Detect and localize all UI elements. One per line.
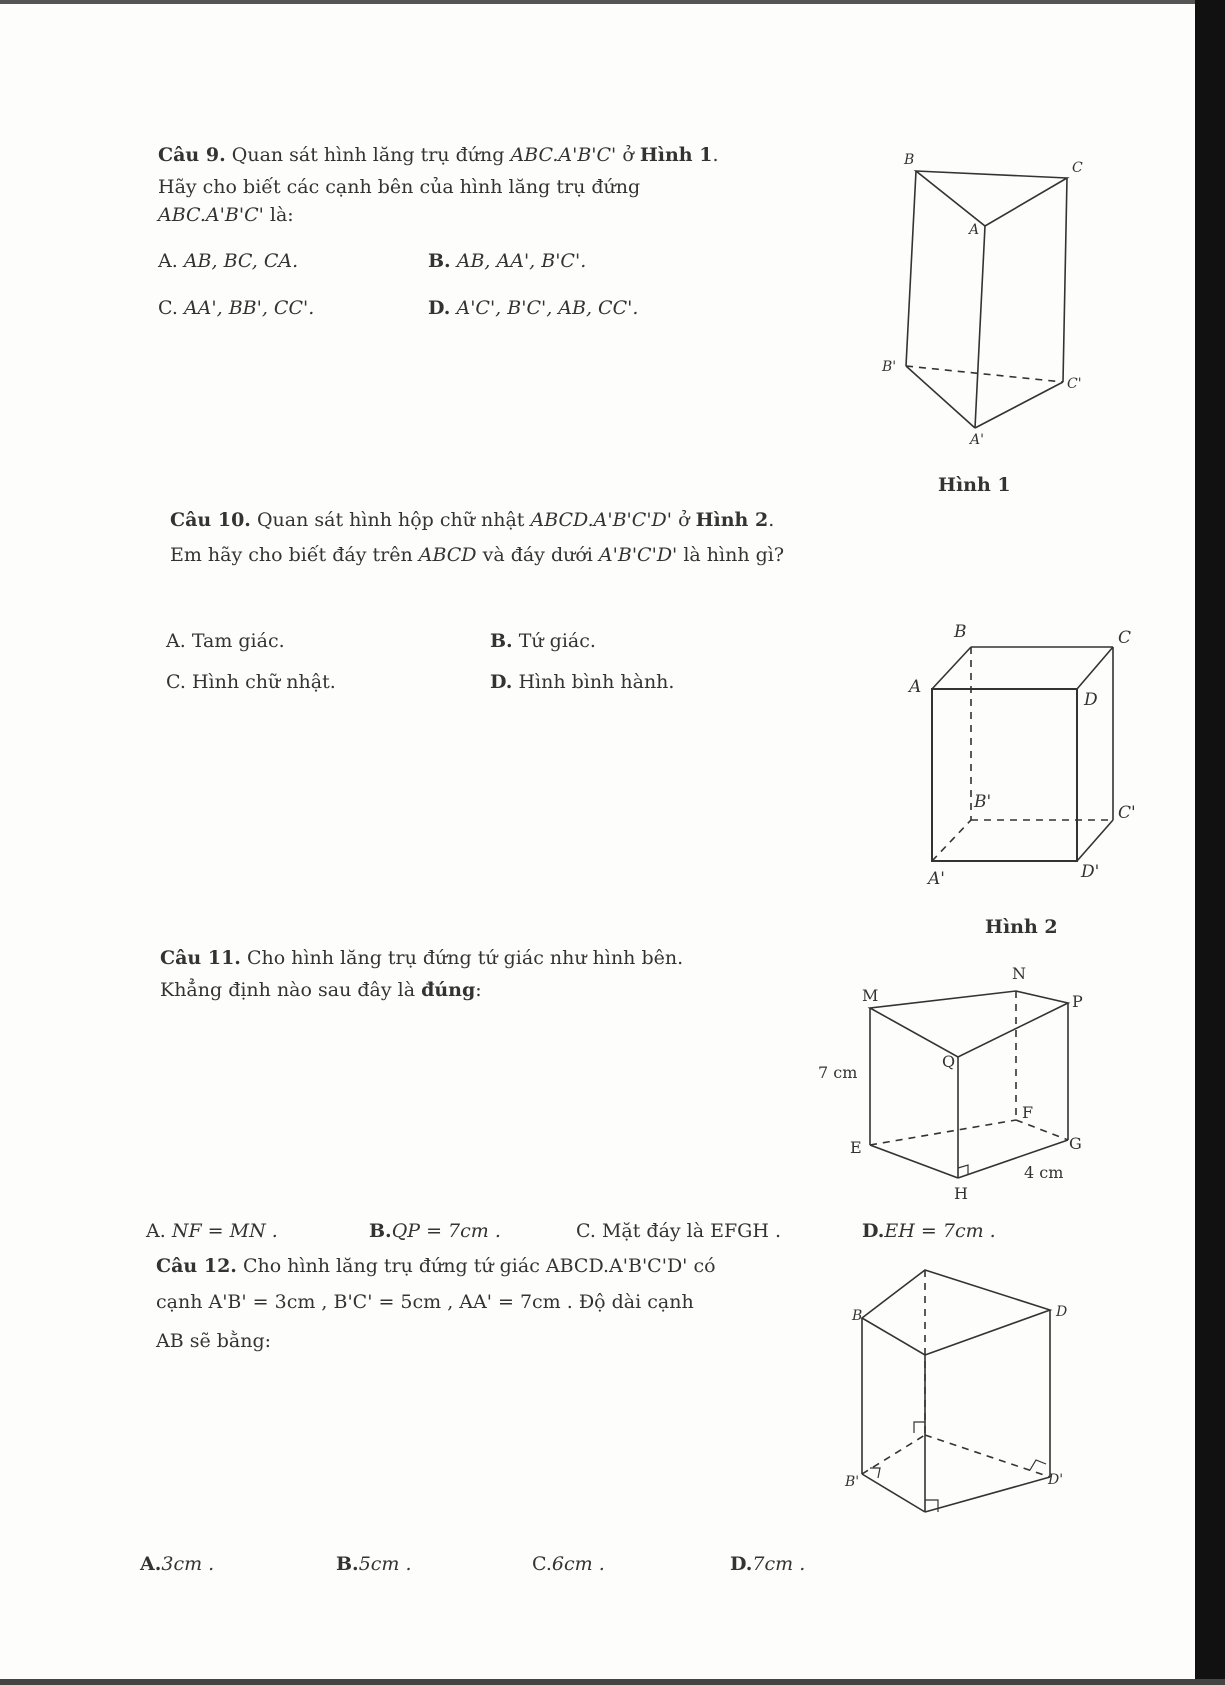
q10-text-1: Quan sát hình hộp chữ nhật: [256, 509, 525, 531]
option-key: D.: [862, 1220, 885, 1242]
option-text: 5cm .: [358, 1553, 412, 1575]
option-key: D.: [428, 297, 451, 319]
q9-text-1: Quan sát hình lăng trụ đứng: [231, 144, 505, 166]
q12-line3: AB sẽ bằng:: [156, 1330, 272, 1352]
option-key: B.: [428, 250, 451, 272]
fig-q11-label-e: E: [850, 1138, 862, 1157]
option-key: C.: [532, 1553, 552, 1575]
q12-option-a[interactable]: [140, 1552, 214, 1576]
option-text: Mặt đáy là EFGH .: [601, 1220, 781, 1242]
option-key: C.: [576, 1220, 596, 1242]
fig2-label-a: A: [909, 677, 922, 697]
q9-prism: ABC.A'B'C': [510, 144, 617, 166]
option-text: NF = MN .: [171, 1220, 278, 1242]
fig-q11-label-q: Q: [942, 1052, 956, 1071]
option-text: 7cm .: [752, 1553, 806, 1575]
option-key: B.: [490, 630, 513, 652]
q12-line2: cạnh A'B' = 3cm , B'C' = 5cm , AA' = 7cm . Độ dài cạnh: [156, 1291, 694, 1313]
fig1-label-c: C: [1072, 160, 1083, 176]
option-text: 3cm .: [161, 1553, 215, 1575]
q10-top-face: ABCD: [418, 544, 477, 566]
option-text: Hình bình hành.: [518, 671, 675, 693]
q10-label: Câu 10.: [170, 509, 251, 531]
option-text: 6cm .: [551, 1553, 605, 1575]
fig-q11-label-side: 4 cm: [1024, 1163, 1064, 1182]
q10-at: ở: [678, 509, 690, 531]
q9-fig-ref: Hình 1: [639, 144, 713, 166]
option-text: Tứ giác.: [518, 630, 596, 652]
q10-fig-end: .: [768, 509, 775, 531]
fig-q11-label-p: P: [1072, 992, 1083, 1011]
fig2-caption: Hình 2: [985, 916, 1058, 938]
fig-q11-label-n: N: [1012, 964, 1026, 983]
fig1-label-a1: A': [970, 432, 984, 448]
option-text: AB, BC, CA.: [183, 250, 299, 272]
q10-bottom-face: A'B'C'D': [598, 544, 678, 566]
fig1-caption: Hình 1: [938, 474, 1011, 496]
option-key: A.: [158, 250, 178, 272]
option-text: Tam giác.: [191, 630, 285, 652]
fig2-label-d1: D': [1081, 862, 1100, 882]
fig2-label-b1: B': [974, 792, 992, 812]
fig-q11-label-g: G: [1069, 1134, 1082, 1153]
option-key: B.: [336, 1553, 359, 1575]
q10-box: ABCD.A'B'C'D': [530, 509, 673, 531]
fig1-label-b: B: [904, 152, 915, 168]
fig-q11-label-h: H: [954, 1184, 968, 1203]
option-text: A'C', B'C', AB, CC'.: [456, 297, 639, 319]
fig1-label-c1: C': [1067, 376, 1082, 392]
fig-q12-label-b1: B': [845, 1474, 860, 1490]
fig-q12-label-d1: D': [1048, 1472, 1064, 1488]
q11-text-2a: Khẳng định nào sau đây là: [160, 979, 416, 1001]
fig-q11-label-height: 7 cm: [818, 1063, 858, 1082]
option-text: AA', BB', CC'.: [183, 297, 315, 319]
option-text: QP = 7cm .: [391, 1220, 501, 1242]
option-text: EH = 7cm .: [884, 1220, 996, 1242]
fig1-label-a: A: [969, 222, 980, 238]
option-key: C.: [166, 671, 186, 693]
q12-label: Câu 12.: [156, 1255, 237, 1277]
q9-line2: Hãy cho biết các cạnh bên của hình lăng trụ đứng: [158, 176, 641, 198]
option-key: A.: [146, 1220, 166, 1242]
q11-text-1: Cho hình lăng trụ đứng tứ giác như hình bên.: [246, 947, 684, 969]
q12-option-b[interactable]: [336, 1552, 412, 1576]
fig-q12-label-b: B: [852, 1308, 863, 1324]
option-key: C.: [158, 297, 178, 319]
fig2-label-c: C: [1118, 628, 1132, 648]
fig-q11-label-m: M: [862, 986, 879, 1005]
fig2-label-d: D: [1084, 690, 1098, 710]
fig2-label-b: B: [954, 622, 967, 642]
q10-text-2c: là hình gì?: [683, 544, 785, 566]
option-key: A.: [140, 1553, 162, 1575]
fig-q12-label-d: D: [1056, 1304, 1068, 1320]
q9-label: Câu 9.: [158, 144, 226, 166]
fig2-label-a1: A': [928, 869, 945, 889]
fig2-label-c1: C': [1118, 803, 1136, 823]
option-text: AB, AA', B'C'.: [456, 250, 587, 272]
q11-text-2c: :: [475, 979, 482, 1001]
option-text: Hình chữ nhật.: [191, 671, 336, 693]
q11-label: Câu 11.: [160, 947, 241, 969]
q10-fig-ref: Hình 2: [695, 509, 769, 531]
q11-emphasis: đúng: [421, 979, 476, 1001]
option-key: D.: [490, 671, 513, 693]
option-key: D.: [730, 1553, 753, 1575]
q9-fig-end: .: [712, 144, 719, 166]
option-key: B.: [369, 1220, 392, 1242]
q9-prism-2: ABC.A'B'C': [158, 204, 264, 226]
q9-line3-end: là:: [269, 204, 294, 226]
fig1-label-b1: B': [882, 359, 897, 375]
q10-text-2b: và đáy dưới: [482, 544, 593, 566]
option-key: A.: [166, 630, 186, 652]
q9-at: ở: [622, 144, 634, 166]
q12-option-d[interactable]: [730, 1552, 805, 1576]
q12-text-1: Cho hình lăng trụ đứng tứ giác ABCD.A'B'C'D' có: [242, 1255, 716, 1277]
fig-q11-label-f: F: [1022, 1103, 1034, 1122]
q10-text-2a: Em hãy cho biết đáy trên: [170, 544, 413, 566]
q12-option-c[interactable]: [532, 1552, 605, 1576]
